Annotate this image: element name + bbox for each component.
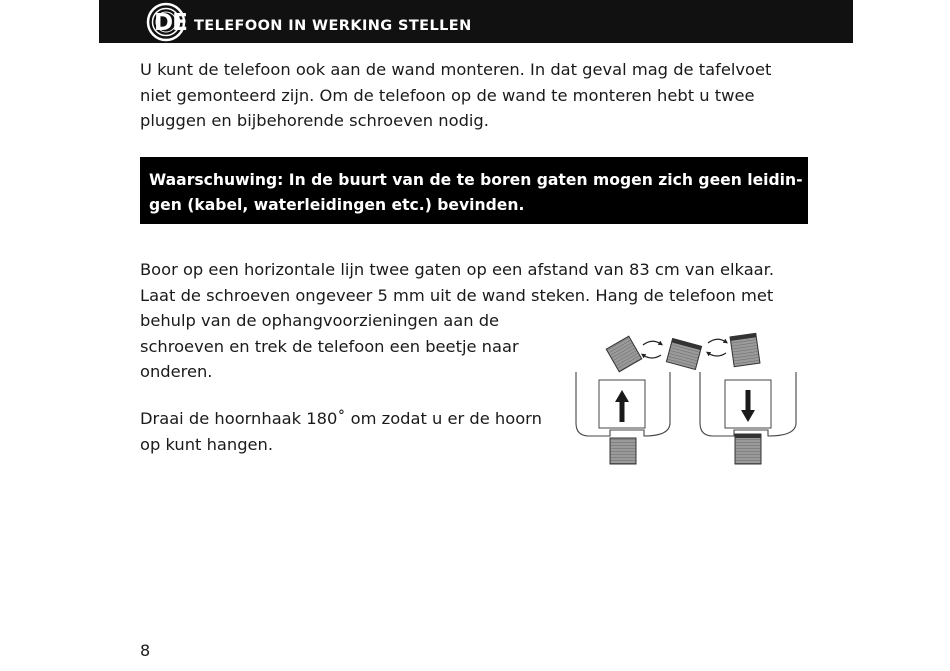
hook-instructions-paragraph: Draai de hoornhaak 180˚ om zodat u er de hoorn op kunt hangen.	[140, 409, 542, 454]
rotate-arrows-icon	[708, 339, 726, 356]
section-title: TELEFOON IN WERKING STELLEN	[194, 18, 472, 34]
page-number: 8	[140, 641, 151, 660]
rotate-arrows-icon	[643, 341, 661, 358]
warning-text: Waarschuwing: In de buurt van de te boren gaten mogen zich geen leidin- gen (kabel, waterleidingen etc.) bevinden.	[149, 171, 803, 214]
hook-piece-icon	[730, 333, 760, 366]
hook-rotation-illustration	[570, 328, 804, 468]
hook-piece-icon	[666, 339, 701, 370]
intro-paragraph: U kunt de telefoon ook aan de wand monteren. In dat geval mag de tafelvoet niet gemonteerd zijn. Om de telefoon op de wand te monteren hebt u twee pluggen en bijbehorende schroeven nodig.	[140, 60, 772, 130]
hook-piece-icon	[606, 336, 642, 372]
language-code: DE	[154, 10, 187, 36]
drill-instructions-paragraph: Boor op een horizontale lijn twee gaten op een afstand van 83 cm van elkaar. Laat de schroeven ongeveer 5 mm uit de wand steken. Hang de telefoon met behulp van de ophangvoorzieningen aan de schroeven en trek de telefoon een beetje naar onderen.	[140, 260, 775, 381]
warning-box	[140, 157, 808, 224]
